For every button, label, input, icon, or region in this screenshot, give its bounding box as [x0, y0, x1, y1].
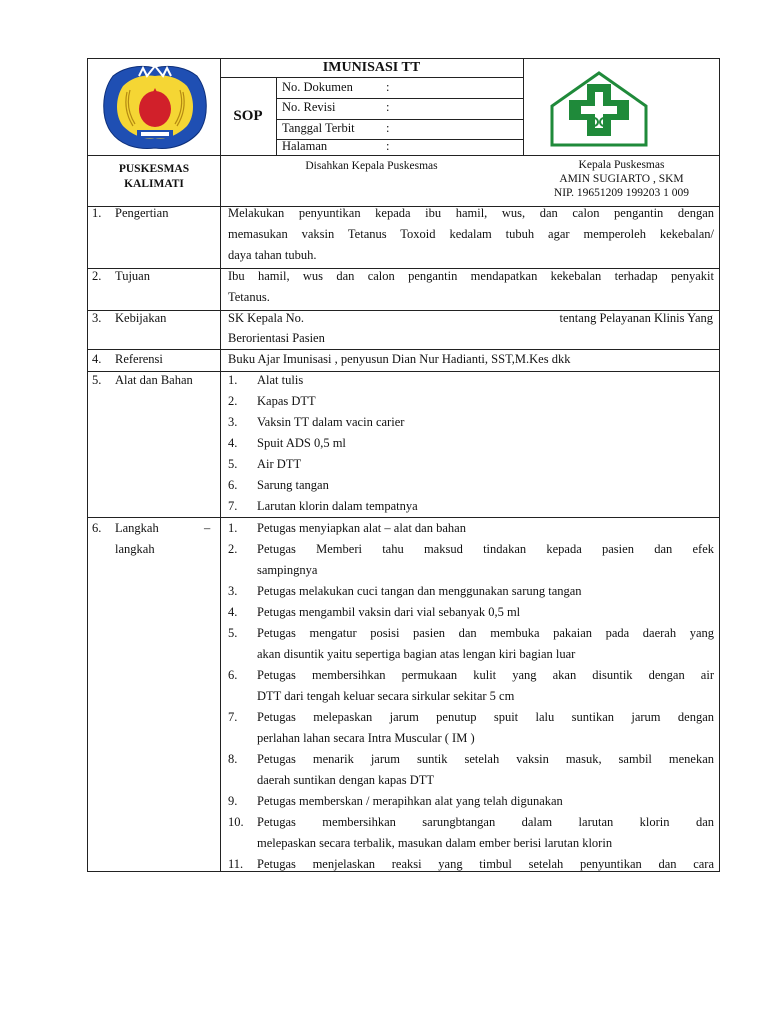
list-item-number: 7.: [228, 499, 238, 513]
list-item-text: Air DTT: [257, 457, 302, 471]
field-halaman-label: Halaman: [282, 139, 328, 153]
approval-text: Disahkan Kepala Puskesmas: [305, 160, 438, 172]
kebijakan-sk-title-cont: Berorientasi Pasien: [228, 331, 325, 345]
step-number: 6.: [228, 668, 238, 682]
pengertian-line: daya tahan tubuh.: [228, 248, 317, 262]
step-number: 10.: [228, 815, 244, 829]
section-label-langkah-cont: langkah: [115, 542, 155, 556]
sop-label: SOP: [233, 108, 263, 124]
step-text-line: perlahan lahan secara Intra Muscular ( IM ): [257, 731, 475, 745]
step-item: [228, 812, 714, 854]
step-item: [228, 539, 714, 581]
list-item-text: Sarung tangan: [257, 478, 329, 492]
step-item: [228, 665, 714, 707]
step-text-line: sampingnya: [257, 563, 318, 577]
step-item: [228, 518, 714, 539]
step-item: [228, 749, 714, 791]
step-text-line: Petugas membersihkan sarungbtangan dalam larutan klorin dan: [257, 815, 714, 829]
section-number: 5.: [92, 373, 102, 387]
step-text: [257, 812, 714, 854]
step-number: 5.: [228, 626, 238, 640]
kebijakan-sk-title: tentang Pelayanan Klinis Yang: [559, 311, 713, 325]
step-text-line: akan disuntik yaitu sepertiga bagian atas lengan kiri bagian luar: [257, 647, 576, 661]
step-item: [228, 791, 714, 812]
step-item: [228, 854, 714, 875]
list-item-text: Spuit ADS 0,5 ml: [257, 436, 346, 450]
section-label-dash: –: [204, 521, 211, 535]
list-item-number: 5.: [228, 457, 238, 471]
step-item: [228, 623, 714, 665]
section-number: 2.: [92, 269, 102, 283]
referensi-text: Buku Ajar Imunisasi , penyusun Dian Nur Hadianti, SST,M.Kes dkk: [228, 352, 571, 366]
step-text-line: Petugas melakukan cuci tangan dan menggunakan sarung tangan: [257, 584, 582, 598]
section-label-kebijakan: Kebijakan: [115, 311, 167, 325]
step-text: [257, 602, 714, 623]
step-text: [257, 518, 714, 539]
step-text-line: Petugas menyiapkan alat – alat dan bahan: [257, 521, 466, 535]
step-text-line: Petugas mengatur posisi pasien dan membuka pakaian pada daerah yang: [257, 626, 714, 640]
step-text-line: melepaskan secara terbalik, masukan dalam ember berisi larutan klorin: [257, 836, 613, 850]
field-tanggal-terbit-sep: :: [386, 121, 390, 135]
list-item-text: Larutan klorin dalam tempatnya: [257, 499, 418, 513]
step-number: 2.: [228, 542, 238, 556]
section-label-pengertian: Pengertian: [115, 206, 169, 220]
section-number: 4.: [92, 352, 102, 366]
list-item-text: Vaksin TT dalam vacin carier: [257, 415, 405, 429]
step-text-line: Petugas menjelaskan reaksi yang timbul setelah penyuntikan dan cara: [257, 857, 714, 871]
step-text: [257, 623, 714, 665]
list-item: [228, 475, 714, 496]
step-number: 9.: [228, 794, 238, 808]
list-item-number: 6.: [228, 478, 238, 492]
step-text: [257, 749, 714, 791]
step-number: 11.: [228, 857, 244, 871]
step-item: [228, 581, 714, 602]
step-number: 7.: [228, 710, 238, 724]
field-no-revisi-sep: :: [386, 100, 390, 114]
kebijakan-sk-number: SK Kepala No.: [228, 311, 305, 325]
step-number: 4.: [228, 605, 238, 619]
list-item-text: Alat tulis: [257, 373, 304, 387]
field-no-dokumen-sep: :: [386, 80, 390, 94]
step-number: 1.: [228, 521, 238, 535]
regional-seal-logo: [99, 62, 211, 152]
step-text: [257, 665, 714, 707]
puskesmas-logo: [549, 70, 649, 148]
step-item: [228, 602, 714, 623]
step-text: [257, 791, 714, 812]
step-text-line: Petugas membersihkan permukaan kulit yang akan disuntik dengan air: [257, 668, 714, 682]
step-text: [257, 581, 714, 602]
list-item: [228, 391, 714, 412]
section-label-langkah: Langkah: [115, 521, 159, 535]
section-label-tujuan: Tujuan: [115, 269, 150, 283]
signer-name: AMIN SUGIARTO , SKM: [559, 173, 684, 185]
section-number: 6.: [92, 521, 102, 535]
list-item: [228, 412, 714, 433]
step-text-line: Petugas Memberi tahu maksud tindakan kepada pasien dan efek: [257, 542, 714, 556]
field-tanggal-terbit-label: Tanggal Terbit: [282, 121, 355, 135]
section-number: 1.: [92, 206, 102, 220]
field-no-revisi-label: No. Revisi: [282, 100, 336, 114]
list-item-number: 2.: [228, 394, 238, 408]
section-label-alat: Alat dan Bahan: [115, 373, 193, 387]
step-number: 3.: [228, 584, 238, 598]
org-name-line2: KALIMATI: [124, 178, 184, 190]
section-number: 3.: [92, 311, 102, 325]
list-item: [228, 496, 714, 517]
tujuan-line: Ibu hamil, wus dan calon pengantin mendapatkan kekebalan terhadap penyakit: [228, 269, 714, 283]
field-no-dokumen-label: No. Dokumen: [282, 80, 353, 94]
step-text-line: DTT dari tengah keluar secara sirkular sekitar 5 cm: [257, 689, 515, 703]
list-item-number: 1.: [228, 373, 238, 387]
list-item-number: 4.: [228, 436, 238, 450]
tujuan-line: Tetanus.: [228, 290, 270, 304]
section-label-referensi: Referensi: [115, 352, 163, 366]
step-item: [228, 707, 714, 749]
field-halaman-sep: :: [386, 139, 390, 153]
step-text-line: Petugas melepaskan jarum penutup spuit lalu suntikan jarum dengan: [257, 710, 714, 724]
step-text-line: Petugas memberskan / merapihkan alat yang telah digunakan: [257, 794, 563, 808]
step-number: 8.: [228, 752, 238, 766]
list-item: [228, 370, 714, 391]
step-text-line: Petugas mengambil vaksin dari vial sebanyak 0,5 ml: [257, 605, 521, 619]
document-title: IMUNISASI TT: [322, 60, 421, 75]
pengertian-line: Melakukan penyuntikan kepada ibu hamil, wus, dan calon pengantin dengan: [228, 206, 714, 220]
step-text-line: Petugas menarik jarum suntik setelah vaksin masuk, sambil menekan: [257, 752, 714, 766]
list-item-number: 3.: [228, 415, 238, 429]
list-item-text: Kapas DTT: [257, 394, 316, 408]
step-text: [257, 854, 714, 875]
signer-nip: NIP. 19651209 199203 1 009: [553, 187, 690, 199]
step-text: [257, 707, 714, 749]
signer-title: Kepala Puskesmas: [578, 159, 665, 171]
step-text: [257, 539, 714, 581]
list-item: [228, 433, 714, 454]
list-item: [228, 454, 714, 475]
org-name-line1: PUSKESMAS: [118, 163, 190, 175]
pengertian-line: memasukan vaksin Tetanus Toxoid kedalam tubuh agar memperoleh kekebalan/: [228, 227, 714, 241]
step-text-line: daerah suntikan dengan kapas DTT: [257, 773, 435, 787]
